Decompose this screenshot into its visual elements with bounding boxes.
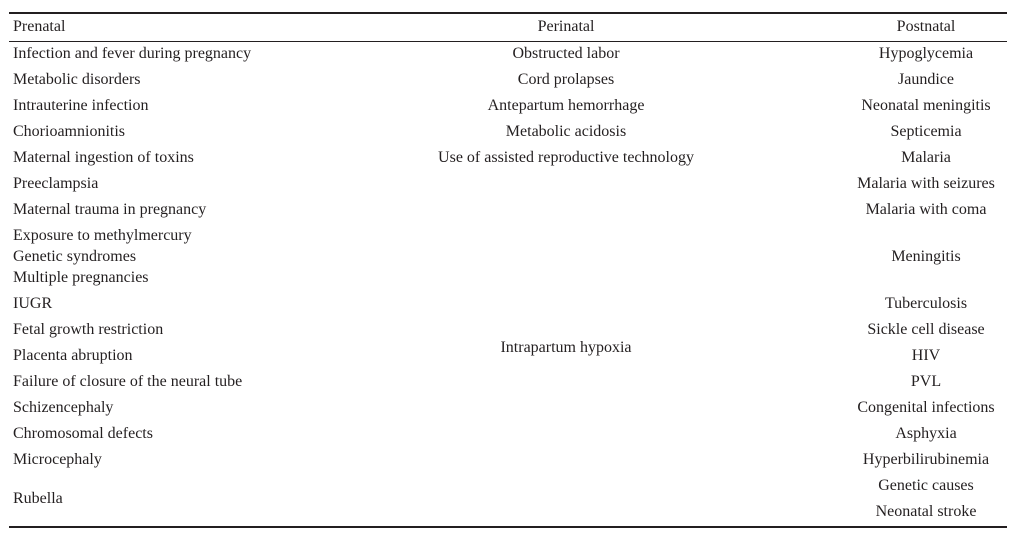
postnatal-item: Congenital infections bbox=[857, 399, 995, 416]
postnatal-item: Jaundice bbox=[898, 71, 954, 88]
postnatal-item: HIV bbox=[911, 347, 941, 364]
postnatal-item: Septicemia bbox=[890, 123, 962, 140]
prenatal-item: Intrauterine infection bbox=[13, 97, 149, 114]
risk-factor-table bbox=[9, 12, 1007, 528]
postnatal-item: Meningitis bbox=[891, 248, 961, 265]
prenatal-item: Chorioamnionitis bbox=[13, 123, 125, 140]
prenatal-item: Infection and fever during pregnancy bbox=[13, 45, 252, 62]
prenatal-item: Fetal growth restriction bbox=[13, 321, 164, 338]
postnatal-item: Genetic causes bbox=[878, 477, 974, 494]
prenatal-item: Maternal trauma in pregnancy bbox=[13, 201, 207, 218]
table-body bbox=[9, 42, 1007, 526]
postnatal-item: Neonatal stroke bbox=[875, 503, 977, 520]
bottom-rule bbox=[9, 526, 1007, 528]
perinatal-item: Use of assisted reproductive technology bbox=[438, 149, 694, 166]
prenatal-item: Preeclampsia bbox=[13, 175, 99, 192]
postnatal-item: Hyperbilirubinemia bbox=[862, 451, 990, 468]
postnatal-item: Malaria with seizures bbox=[857, 175, 995, 192]
prenatal-item: IUGR bbox=[13, 295, 53, 312]
perinatal-item: Cord prolapses bbox=[517, 71, 615, 88]
postnatal-item: Malaria bbox=[901, 149, 951, 166]
prenatal-item: Failure of closure of the neural tube bbox=[13, 373, 243, 390]
postnatal-item: Malaria with coma bbox=[865, 201, 987, 218]
prenatal-item: Chromosomal defects bbox=[13, 425, 153, 442]
header-prenatal: Prenatal bbox=[13, 18, 66, 35]
header-postnatal: Postnatal bbox=[896, 18, 956, 35]
postnatal-item: Tuberculosis bbox=[884, 295, 968, 312]
prenatal-item: Microcephaly bbox=[13, 451, 102, 468]
prenatal-item: Placenta abruption bbox=[13, 347, 133, 364]
perinatal-item: Metabolic acidosis bbox=[505, 123, 627, 140]
perinatal-item: Obstructed labor bbox=[512, 45, 620, 62]
prenatal-item: Metabolic disorders bbox=[13, 71, 141, 88]
postnatal-item: Neonatal meningitis bbox=[861, 97, 991, 114]
postnatal-item: Sickle cell disease bbox=[867, 321, 985, 338]
prenatal-item: Rubella bbox=[13, 490, 63, 507]
prenatal-item: Multiple pregnancies bbox=[13, 269, 149, 286]
prenatal-item: Schizencephaly bbox=[13, 399, 114, 416]
postnatal-item: Hypoglycemia bbox=[878, 45, 974, 62]
header-perinatal: Perinatal bbox=[537, 18, 595, 35]
prenatal-item: Genetic syndromes bbox=[13, 248, 137, 265]
perinatal-item: Intrapartum hypoxia bbox=[500, 339, 632, 356]
prenatal-item: Exposure to methylmercury bbox=[13, 227, 192, 244]
perinatal-item: Antepartum hemorrhage bbox=[487, 97, 645, 114]
header-row bbox=[9, 14, 1007, 41]
prenatal-item: Maternal ingestion of toxins bbox=[13, 149, 194, 166]
postnatal-item: PVL bbox=[910, 373, 942, 390]
postnatal-item: Asphyxia bbox=[895, 425, 957, 442]
